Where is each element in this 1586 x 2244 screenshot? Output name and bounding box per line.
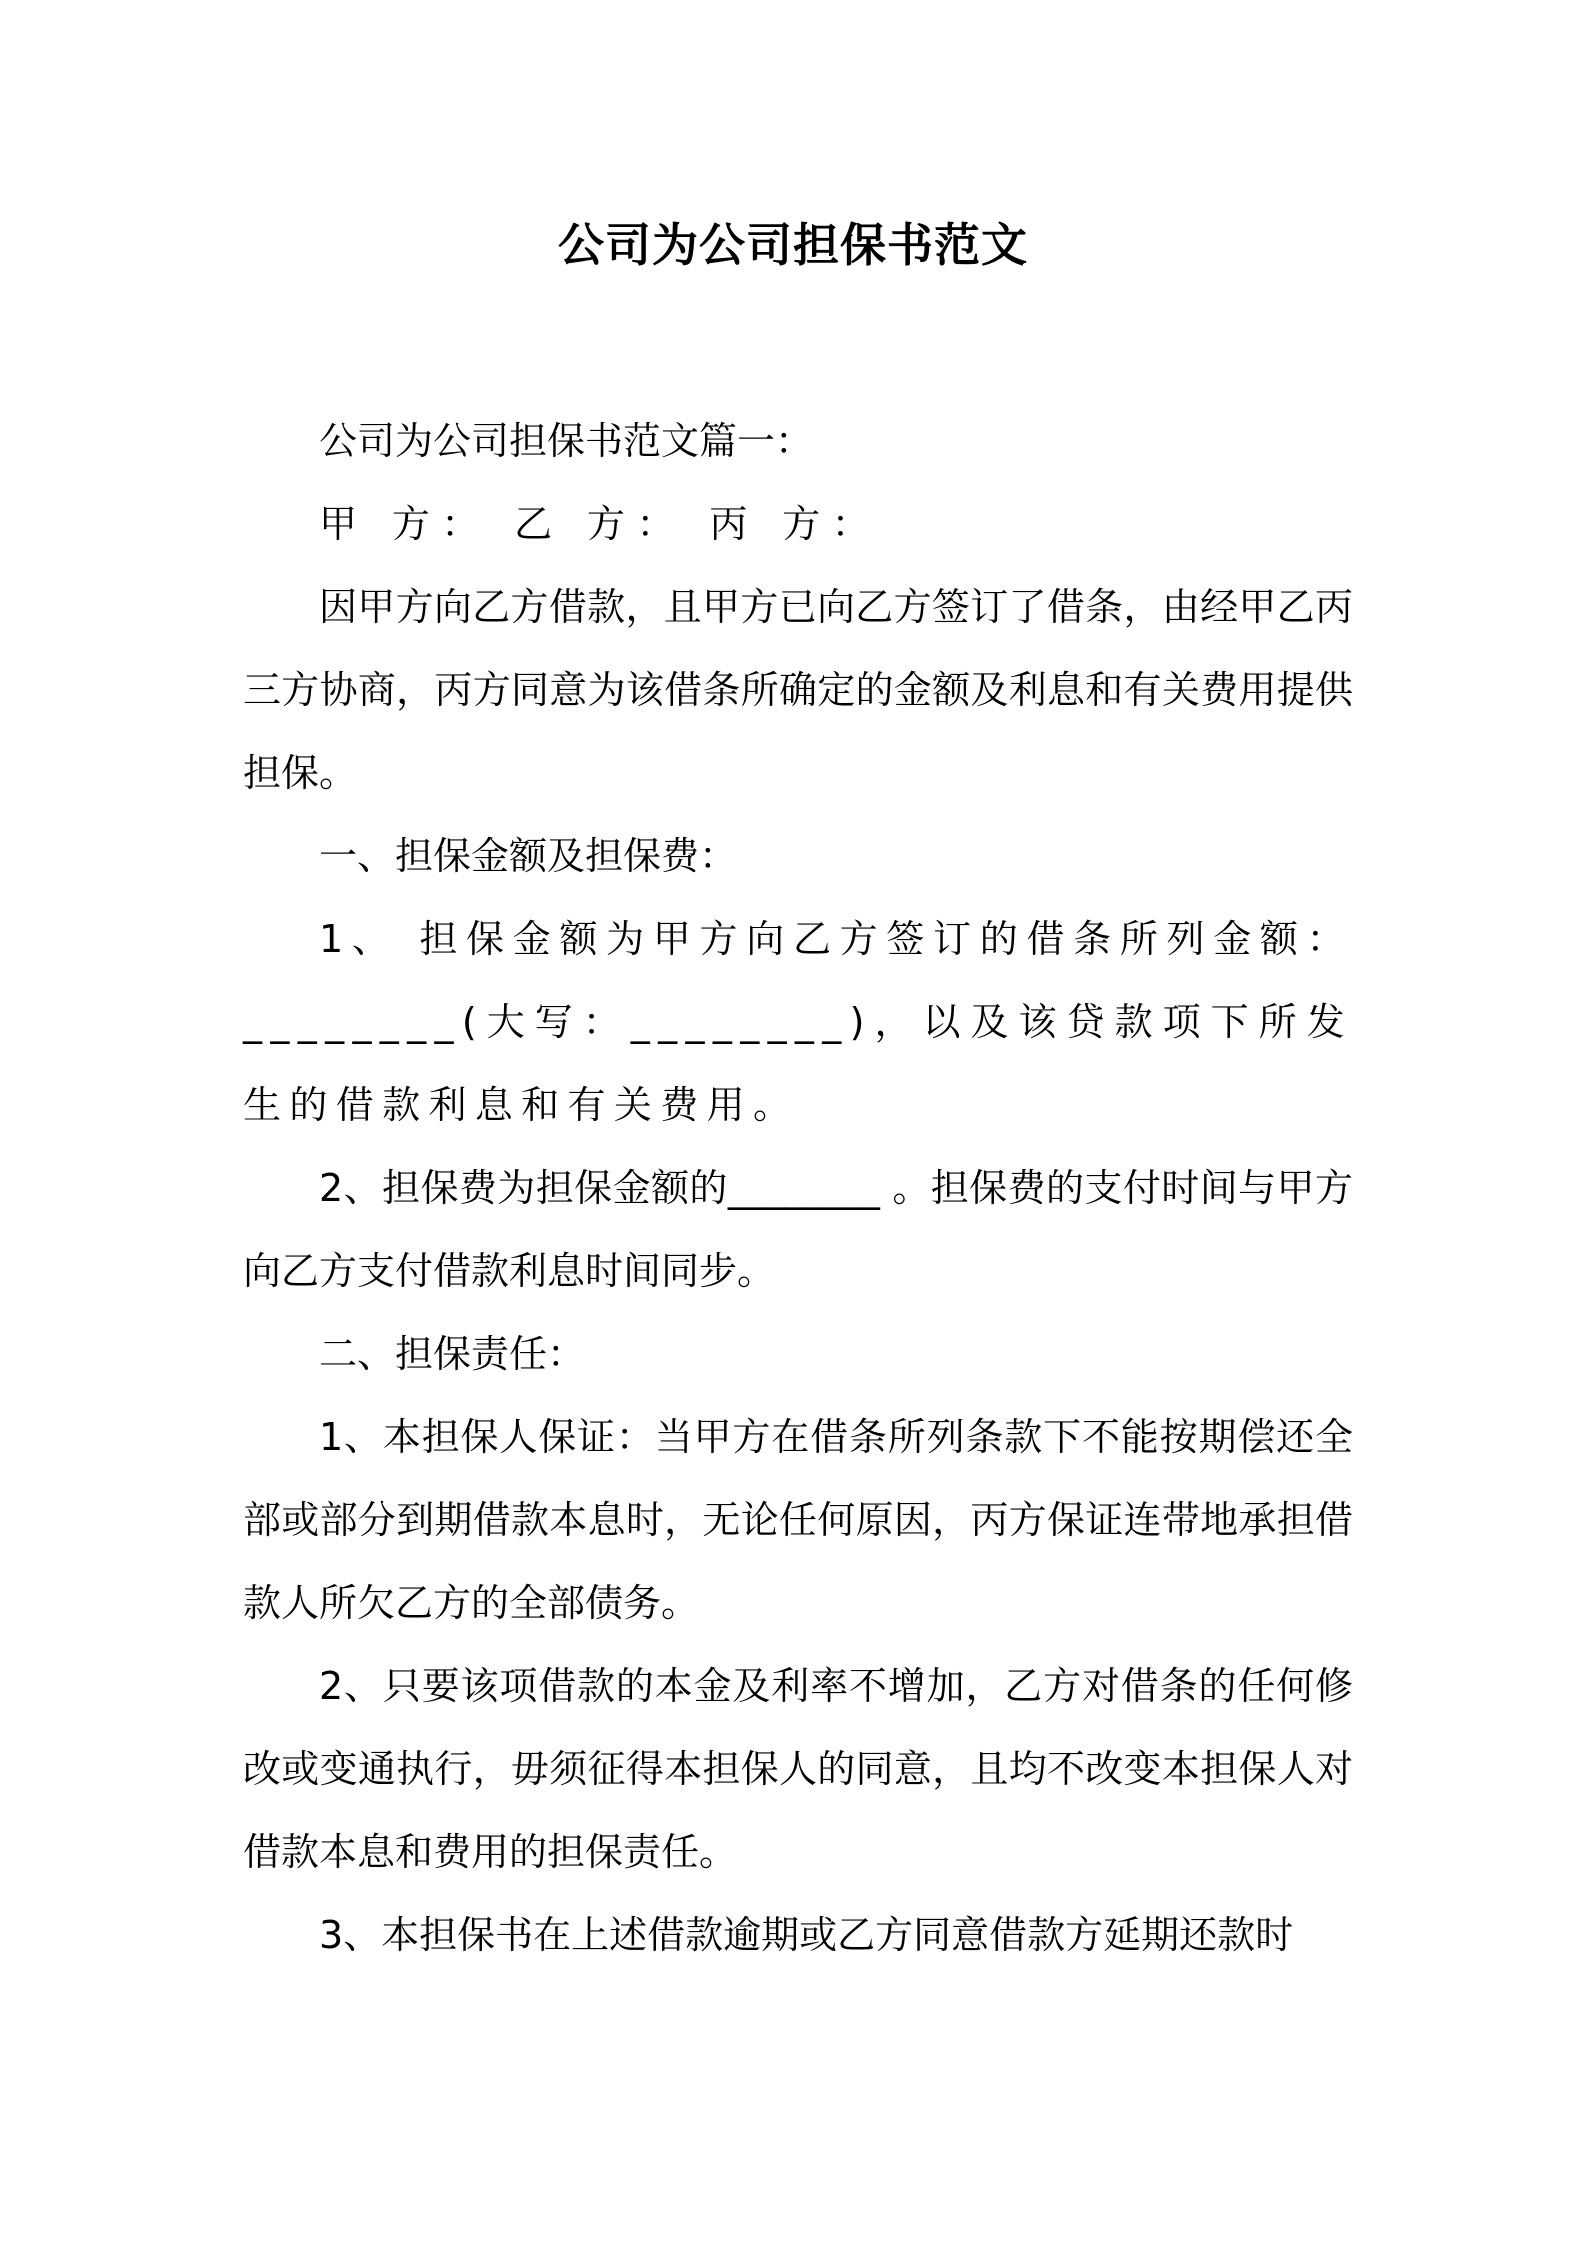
paragraph-guarantee: 1、本担保人保证：当甲方在借条所列条款下不能按期偿还全部或部分到期借款本息时，无论任何原因，丙方保证连带地承担借款人所欠乙方的全部债务。 [243, 1415, 1353, 1625]
paragraph-intro: 因甲方向乙方借款，且甲方已向乙方签订了借条，由经甲乙丙三方协商，丙方同意为该借条所确定的金额及利息和有关费用提供担保。 [243, 585, 1353, 795]
section-heading-amount-fee: 一、担保金额及担保费： [319, 834, 738, 878]
section-heading-responsibility: 二、担保责任： [319, 1332, 586, 1376]
paragraph-fee: 2、担保费为担保金额的________ 。担保费的支付时间与甲方向乙方支付借款利息时间同步。 [243, 1166, 1353, 1293]
section-heading-part-one: 公司为公司担保书范文篇一： [319, 419, 814, 463]
parties-line: 甲 方： 乙 方： 丙 方： [319, 502, 881, 546]
paragraph-amount: 1、 担保金额为甲方向乙方签订的借条所列金额：________(大写：________)，以及该贷款项下所发生的借款利息和有关费用。 [243, 917, 1353, 1127]
paragraph-modification: 2、只要该项借款的本金及利率不增加，乙方对借条的任何修改或变通执行，毋须征得本担保人的同意，且均不改变本担保人对借款本息和费用的担保责任。 [243, 1664, 1353, 1874]
document-title: 公司为公司担保书范文 [558, 218, 1028, 272]
paragraph-extension: 3、本担保书在上述借款逾期或乙方同意借款方延期还款时 [319, 1913, 1294, 1957]
document-body [243, 400, 1353, 1977]
